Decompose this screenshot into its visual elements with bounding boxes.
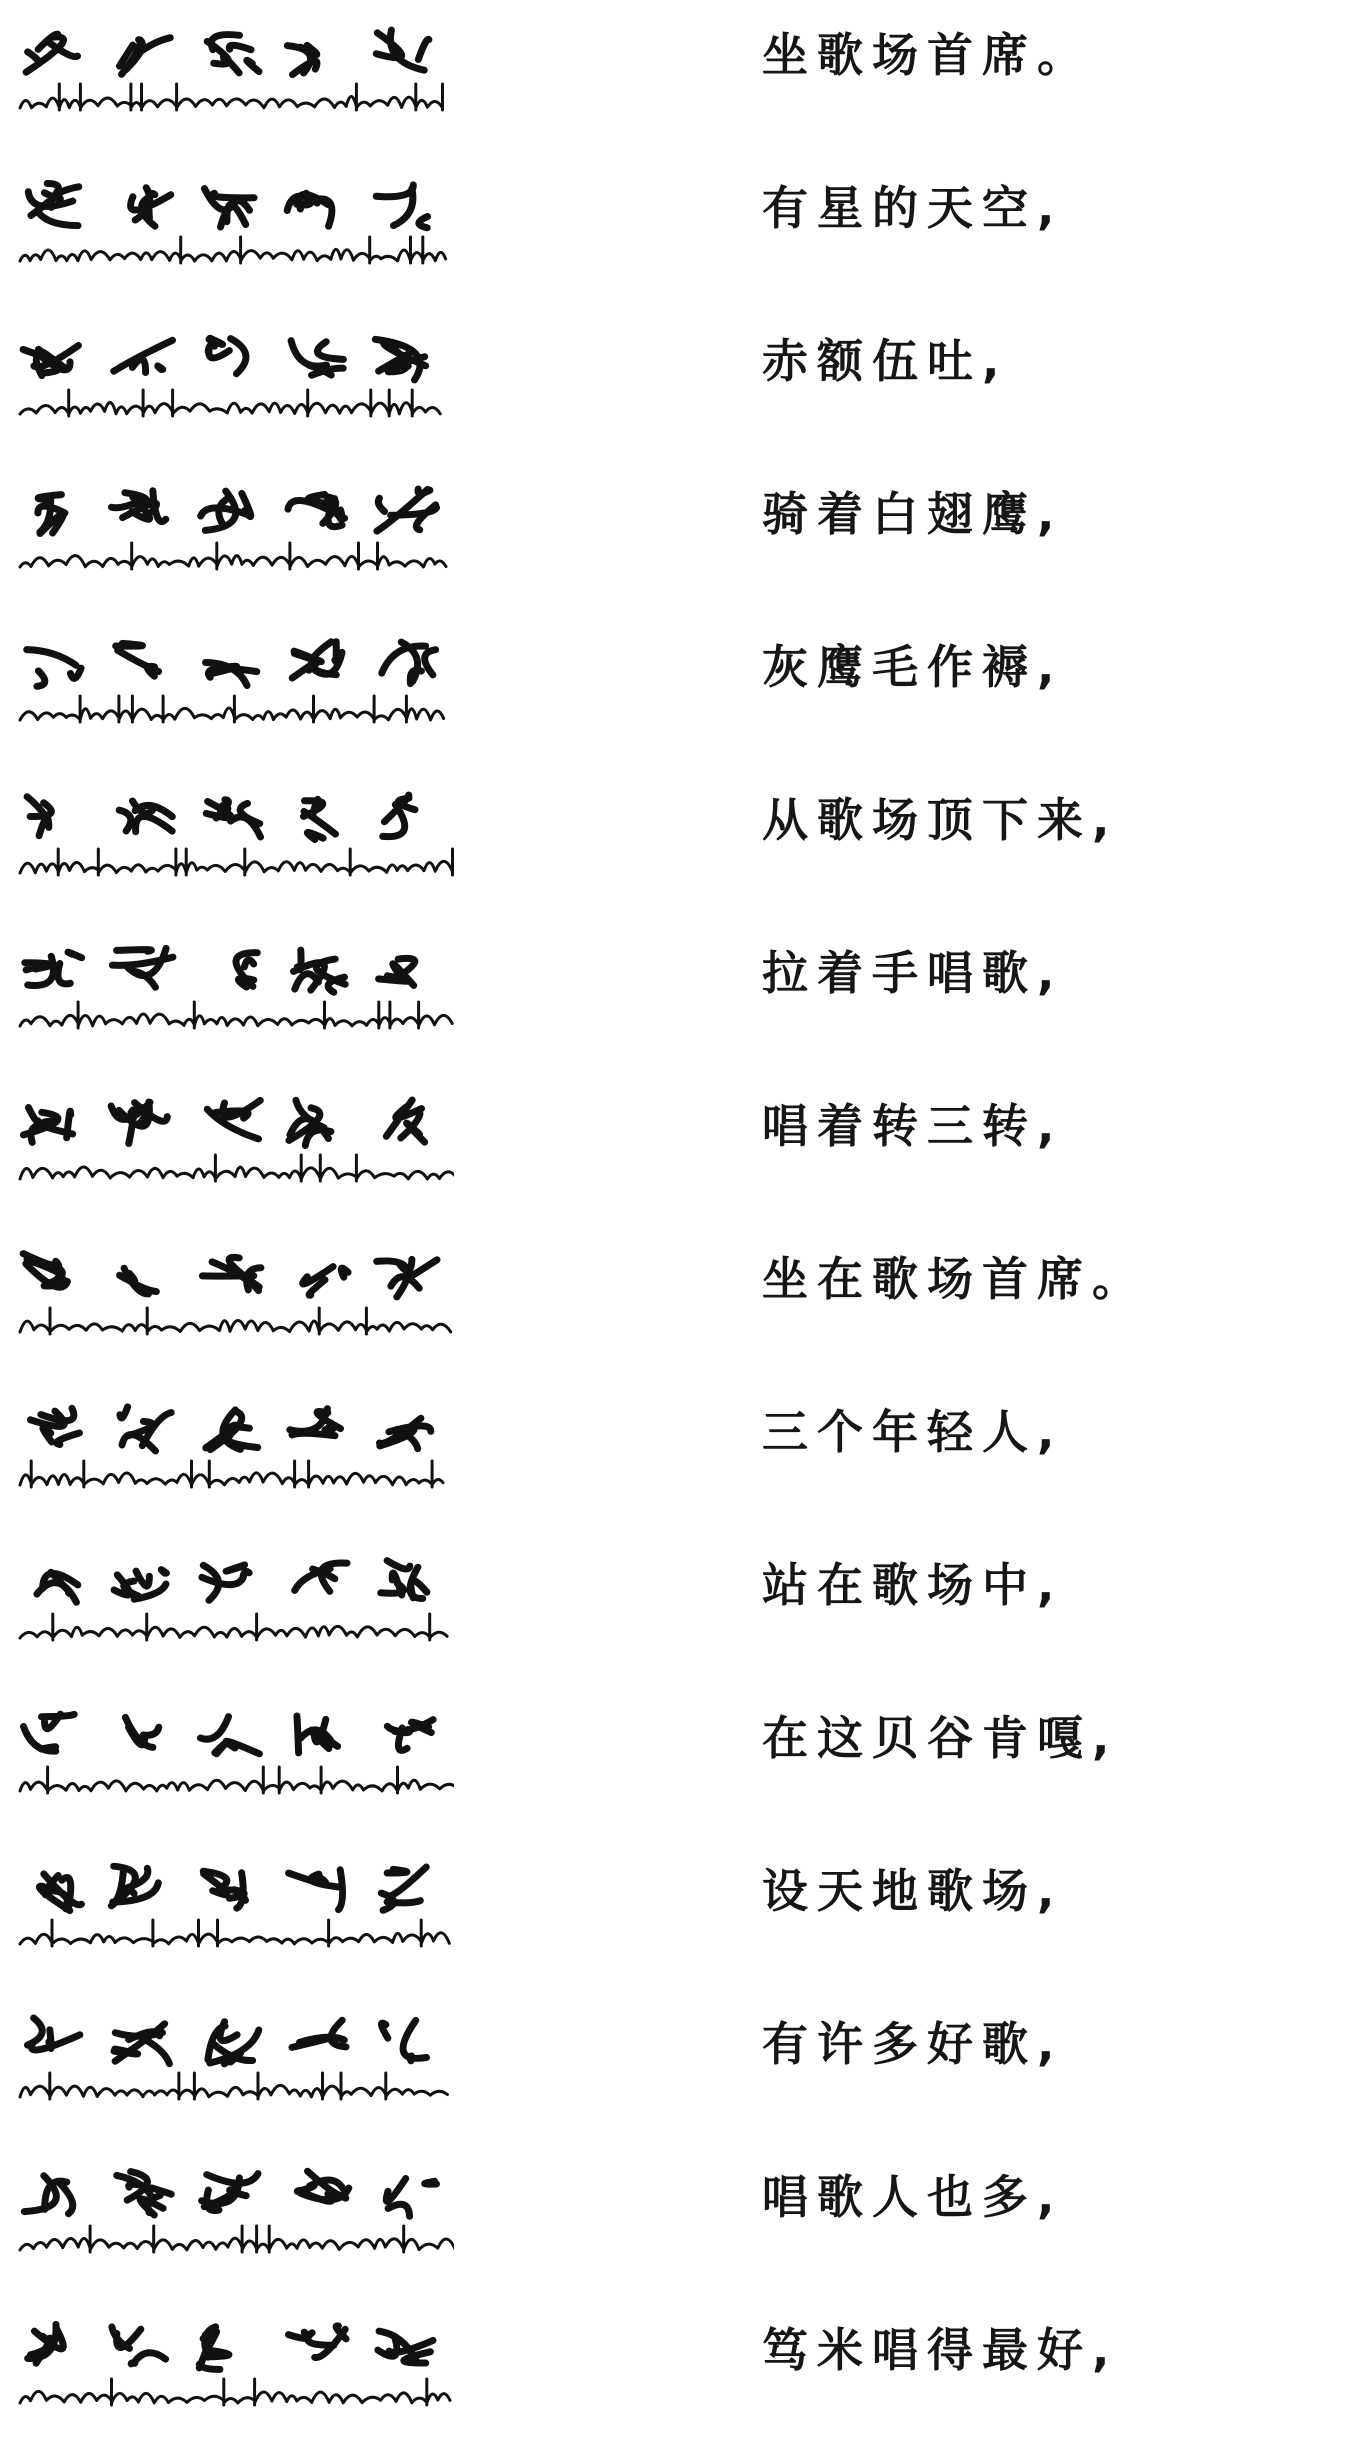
- yi-characters: [27, 642, 436, 687]
- yi-characters: [25, 948, 415, 992]
- phonetic-transcription: [20, 84, 443, 110]
- verse-line: [0, 1836, 1359, 1989]
- yi-script-handwriting: [14, 1530, 454, 1670]
- phonetic-transcription: [20, 1461, 443, 1487]
- yi-characters: [30, 1407, 430, 1451]
- chinese-translation: 设天地歌场,: [762, 1864, 1064, 1918]
- yi-script-handwriting: [14, 306, 454, 446]
- chinese-translation: 在这贝谷肯嘎,: [762, 1711, 1119, 1765]
- yi-script-handwriting: [14, 918, 454, 1058]
- yi-characters: [26, 30, 429, 75]
- chinese-translation: 坐歌场首席。: [762, 28, 1092, 82]
- phonetic-transcription: [20, 2379, 450, 2405]
- phonetic-transcription: [20, 2226, 454, 2252]
- verse-line: [0, 153, 1359, 306]
- verse-line: [0, 1071, 1359, 1224]
- verse-line: [0, 918, 1359, 1071]
- yi-script-handwriting: [14, 1071, 454, 1211]
- yi-script-handwriting: [14, 2295, 454, 2435]
- verse-line: [0, 2295, 1359, 2448]
- yi-characters: [24, 2171, 436, 2216]
- yi-characters: [37, 1561, 427, 1603]
- phonetic-transcription: [20, 237, 446, 263]
- chinese-translation: 笃米唱得最好,: [762, 2323, 1119, 2377]
- yi-script-handwriting: [14, 612, 454, 752]
- verse-line: [0, 1377, 1359, 1530]
- yi-characters: [23, 1254, 437, 1297]
- verse-line: [0, 765, 1359, 918]
- yi-script-handwriting: [14, 1683, 454, 1823]
- verse-line: [0, 1683, 1359, 1836]
- phonetic-transcription: [20, 849, 453, 875]
- phonetic-transcription: [20, 1155, 454, 1181]
- phonetic-transcription: [20, 390, 440, 416]
- yi-characters: [28, 183, 427, 227]
- verse-line: [0, 2142, 1359, 2295]
- verse-line: [0, 1224, 1359, 1377]
- chinese-translation: 三个年轻人,: [762, 1405, 1064, 1459]
- chinese-translation: 赤额伍吐,: [762, 334, 1009, 388]
- phonetic-transcription: [20, 1308, 451, 1334]
- verse-line: [0, 306, 1359, 459]
- yi-script-handwriting: [14, 765, 454, 905]
- yi-characters: [39, 1866, 426, 1910]
- yi-characters: [24, 1714, 434, 1754]
- phonetic-transcription: [20, 1767, 454, 1793]
- verse-line: [0, 459, 1359, 612]
- chinese-translation: 坐在歌场首席。: [762, 1252, 1147, 1306]
- chinese-translation: 拉着手唱歌,: [762, 946, 1064, 1000]
- chinese-translation: 唱歌人也多,: [762, 2170, 1064, 2224]
- verse-line: [0, 1989, 1359, 2142]
- chinese-translation: 有星的天空,: [762, 181, 1064, 235]
- phonetic-transcription: [20, 1002, 452, 1028]
- chinese-translation: 站在歌场中,: [762, 1558, 1064, 1612]
- yi-script-handwriting: [14, 1836, 454, 1976]
- yi-characters: [28, 2324, 433, 2369]
- phonetic-transcription: [20, 543, 446, 569]
- verse-line: [0, 612, 1359, 765]
- yi-script-handwriting: [14, 1377, 454, 1517]
- yi-characters: [23, 338, 426, 380]
- yi-characters: [28, 2018, 427, 2064]
- phonetic-transcription: [20, 2073, 447, 2099]
- yi-script-handwriting: [14, 153, 454, 293]
- chinese-translation: 从歌场顶下来,: [762, 793, 1119, 847]
- chinese-translation: 骑着白翅鹰,: [762, 487, 1064, 541]
- yi-characters: [23, 1100, 424, 1146]
- yi-characters: [38, 489, 437, 534]
- yi-script-handwriting: [14, 2142, 454, 2282]
- yi-script-handwriting: [14, 0, 454, 140]
- yi-script-handwriting: [14, 459, 454, 599]
- phonetic-transcription: [20, 1614, 447, 1640]
- phonetic-transcription: [20, 1920, 449, 1946]
- verse-line: [0, 0, 1359, 153]
- chinese-translation: 唱着转三转,: [762, 1099, 1064, 1153]
- phonetic-transcription: [20, 696, 444, 722]
- chinese-translation: 有许多好歌,: [762, 2017, 1064, 2071]
- yi-script-handwriting: [14, 1224, 454, 1364]
- verse-line: [0, 1530, 1359, 1683]
- chinese-translation: 灰鹰毛作褥,: [762, 640, 1064, 694]
- yi-characters: [27, 795, 415, 839]
- yi-script-handwriting: [14, 1989, 454, 2129]
